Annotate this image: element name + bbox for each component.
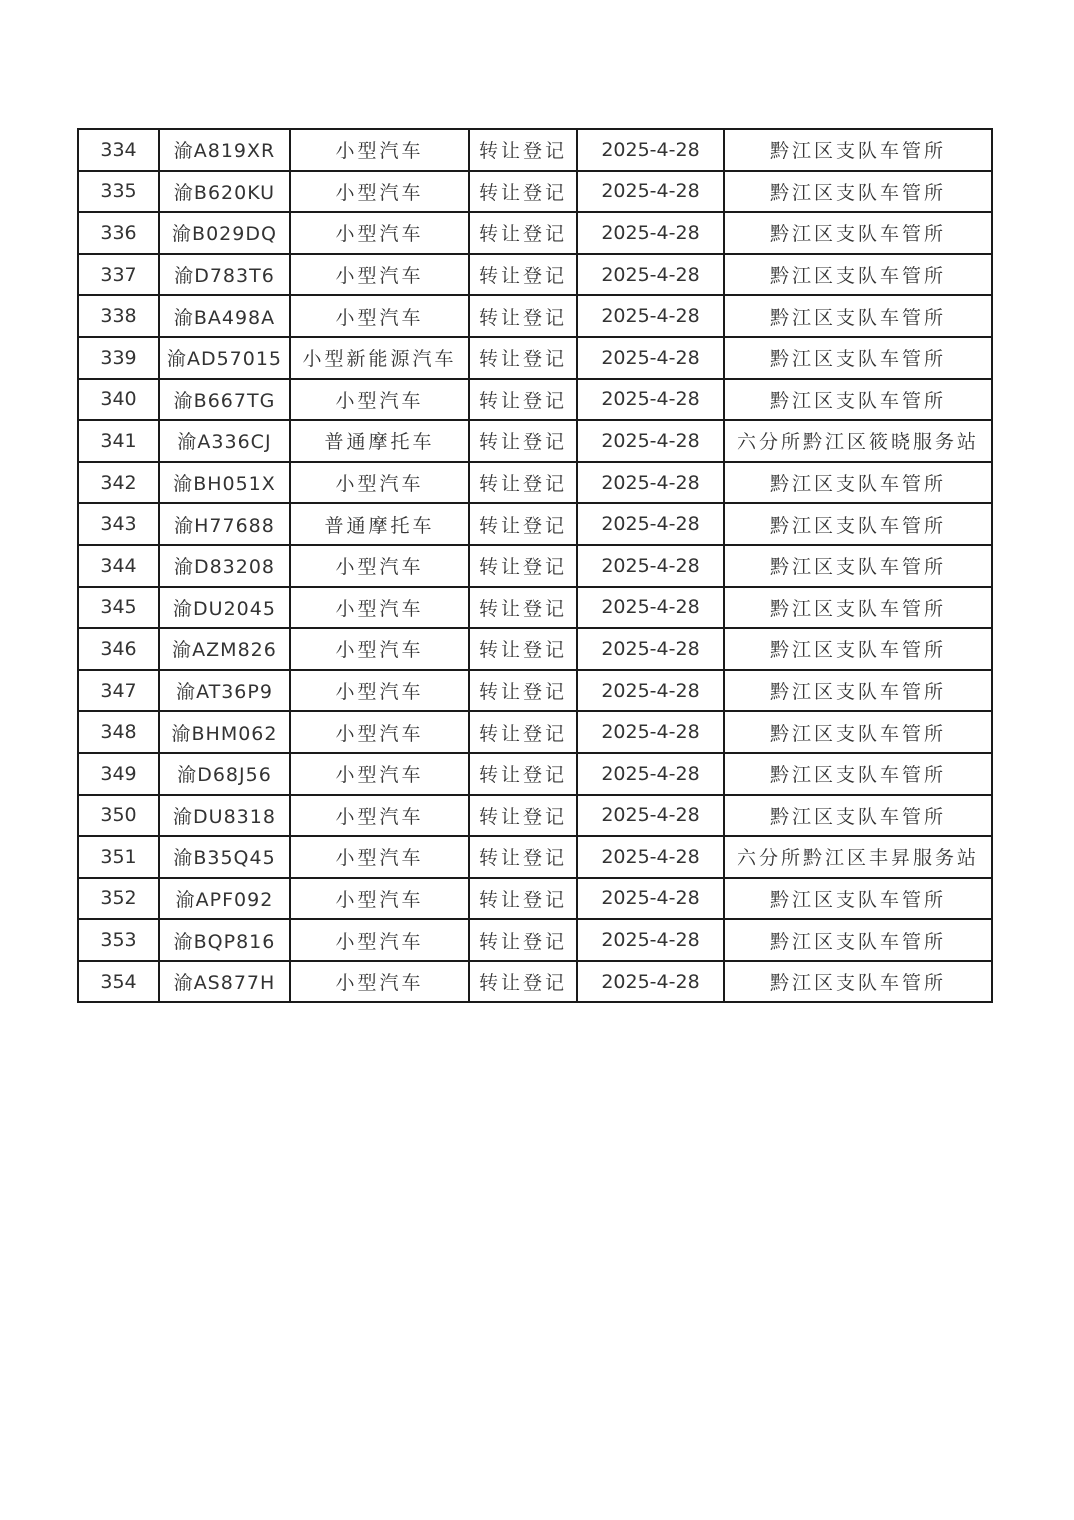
business-type-cell: 转让登记 — [469, 129, 577, 171]
row-number-cell: 339 — [78, 337, 159, 379]
vehicle-type-cell: 小型汽车 — [290, 878, 469, 920]
row-number-cell: 335 — [78, 171, 159, 213]
plate-number-cell: 渝A819XR — [159, 129, 290, 171]
vehicle-type-cell: 小型汽车 — [290, 212, 469, 254]
row-number-cell: 349 — [78, 753, 159, 795]
business-type-cell: 转让登记 — [469, 836, 577, 878]
business-type-cell: 转让登记 — [469, 545, 577, 587]
table-row — [78, 379, 992, 421]
plate-number-cell: 渝AS877H — [159, 961, 290, 1003]
plate-number-cell: 渝H77688 — [159, 503, 290, 545]
table-row — [78, 129, 992, 171]
office-cell: 黔江区支队车管所 — [724, 545, 992, 587]
vehicle-type-cell: 小型汽车 — [290, 961, 469, 1003]
plate-number-cell: 渝BH051X — [159, 462, 290, 504]
vehicle-type-cell: 小型汽车 — [290, 587, 469, 629]
plate-number-cell: 渝B620KU — [159, 171, 290, 213]
vehicle-type-cell: 小型汽车 — [290, 254, 469, 296]
date-cell: 2025-4-28 — [577, 337, 724, 379]
date-cell: 2025-4-28 — [577, 295, 724, 337]
business-type-cell: 转让登记 — [469, 462, 577, 504]
vehicle-type-cell: 小型汽车 — [290, 462, 469, 504]
vehicle-type-cell: 普通摩托车 — [290, 503, 469, 545]
date-cell: 2025-4-28 — [577, 503, 724, 545]
plate-number-cell: 渝B35Q45 — [159, 836, 290, 878]
business-type-cell: 转让登记 — [469, 670, 577, 712]
office-cell: 黔江区支队车管所 — [724, 587, 992, 629]
table-row — [78, 171, 992, 213]
table-row — [78, 878, 992, 920]
row-number-cell: 348 — [78, 711, 159, 753]
plate-number-cell: 渝APF092 — [159, 878, 290, 920]
row-number-cell: 342 — [78, 462, 159, 504]
vehicle-type-cell: 小型汽车 — [290, 379, 469, 421]
office-cell: 六分所黔江区筱晓服务站 — [724, 420, 992, 462]
row-number-cell: 352 — [78, 878, 159, 920]
row-number-cell: 354 — [78, 961, 159, 1003]
office-cell: 黔江区支队车管所 — [724, 129, 992, 171]
table-row — [78, 587, 992, 629]
date-cell: 2025-4-28 — [577, 545, 724, 587]
plate-number-cell: 渝AT36P9 — [159, 670, 290, 712]
vehicle-type-cell: 小型汽车 — [290, 670, 469, 712]
business-type-cell: 转让登记 — [469, 379, 577, 421]
office-cell: 黔江区支队车管所 — [724, 961, 992, 1003]
table-row — [78, 836, 992, 878]
table-row — [78, 295, 992, 337]
table-row — [78, 545, 992, 587]
table-row — [78, 503, 992, 545]
business-type-cell: 转让登记 — [469, 919, 577, 961]
business-type-cell: 转让登记 — [469, 212, 577, 254]
date-cell: 2025-4-28 — [577, 212, 724, 254]
row-number-cell: 338 — [78, 295, 159, 337]
vehicle-type-cell: 小型汽车 — [290, 919, 469, 961]
row-number-cell: 336 — [78, 212, 159, 254]
row-number-cell: 341 — [78, 420, 159, 462]
date-cell: 2025-4-28 — [577, 462, 724, 504]
office-cell: 黔江区支队车管所 — [724, 212, 992, 254]
row-number-cell: 351 — [78, 836, 159, 878]
business-type-cell: 转让登记 — [469, 254, 577, 296]
table-row — [78, 753, 992, 795]
office-cell: 黔江区支队车管所 — [724, 628, 992, 670]
business-type-cell: 转让登记 — [469, 878, 577, 920]
table-row — [78, 420, 992, 462]
row-number-cell: 345 — [78, 587, 159, 629]
vehicle-type-cell: 小型汽车 — [290, 753, 469, 795]
table-row — [78, 254, 992, 296]
table-body — [78, 129, 992, 1002]
date-cell: 2025-4-28 — [577, 795, 724, 837]
date-cell: 2025-4-28 — [577, 254, 724, 296]
office-cell: 黔江区支队车管所 — [724, 171, 992, 213]
date-cell: 2025-4-28 — [577, 420, 724, 462]
business-type-cell: 转让登记 — [469, 171, 577, 213]
plate-number-cell: 渝D783T6 — [159, 254, 290, 296]
business-type-cell: 转让登记 — [469, 711, 577, 753]
date-cell: 2025-4-28 — [577, 129, 724, 171]
table-row — [78, 711, 992, 753]
business-type-cell: 转让登记 — [469, 587, 577, 629]
date-cell: 2025-4-28 — [577, 379, 724, 421]
office-cell: 六分所黔江区丰昇服务站 — [724, 836, 992, 878]
date-cell: 2025-4-28 — [577, 836, 724, 878]
table-row — [78, 919, 992, 961]
table-row — [78, 337, 992, 379]
row-number-cell: 343 — [78, 503, 159, 545]
plate-number-cell: 渝BQP816 — [159, 919, 290, 961]
table-row — [78, 628, 992, 670]
date-cell: 2025-4-28 — [577, 961, 724, 1003]
table-row — [78, 462, 992, 504]
table-row — [78, 795, 992, 837]
plate-number-cell: 渝DU8318 — [159, 795, 290, 837]
office-cell: 黔江区支队车管所 — [724, 503, 992, 545]
plate-number-cell: 渝D68J56 — [159, 753, 290, 795]
table-row — [78, 961, 992, 1003]
row-number-cell: 340 — [78, 379, 159, 421]
office-cell: 黔江区支队车管所 — [724, 462, 992, 504]
date-cell: 2025-4-28 — [577, 919, 724, 961]
date-cell: 2025-4-28 — [577, 171, 724, 213]
vehicle-type-cell: 小型汽车 — [290, 295, 469, 337]
plate-number-cell: 渝A336CJ — [159, 420, 290, 462]
office-cell: 黔江区支队车管所 — [724, 295, 992, 337]
office-cell: 黔江区支队车管所 — [724, 795, 992, 837]
office-cell: 黔江区支队车管所 — [724, 337, 992, 379]
office-cell: 黔江区支队车管所 — [724, 670, 992, 712]
plate-number-cell: 渝AD57015 — [159, 337, 290, 379]
plate-number-cell: 渝BA498A — [159, 295, 290, 337]
business-type-cell: 转让登记 — [469, 753, 577, 795]
office-cell: 黔江区支队车管所 — [724, 919, 992, 961]
plate-number-cell: 渝B029DQ — [159, 212, 290, 254]
vehicle-transfer-table — [77, 128, 993, 1003]
office-cell: 黔江区支队车管所 — [724, 379, 992, 421]
vehicle-type-cell: 小型汽车 — [290, 711, 469, 753]
date-cell: 2025-4-28 — [577, 753, 724, 795]
date-cell: 2025-4-28 — [577, 587, 724, 629]
row-number-cell: 334 — [78, 129, 159, 171]
row-number-cell: 337 — [78, 254, 159, 296]
row-number-cell: 353 — [78, 919, 159, 961]
date-cell: 2025-4-28 — [577, 628, 724, 670]
business-type-cell: 转让登记 — [469, 295, 577, 337]
vehicle-type-cell: 小型汽车 — [290, 129, 469, 171]
vehicle-type-cell: 小型新能源汽车 — [290, 337, 469, 379]
row-number-cell: 346 — [78, 628, 159, 670]
plate-number-cell: 渝D83208 — [159, 545, 290, 587]
plate-number-cell: 渝DU2045 — [159, 587, 290, 629]
plate-number-cell: 渝AZM826 — [159, 628, 290, 670]
business-type-cell: 转让登记 — [469, 961, 577, 1003]
plate-number-cell: 渝BHM062 — [159, 711, 290, 753]
date-cell: 2025-4-28 — [577, 878, 724, 920]
vehicle-type-cell: 小型汽车 — [290, 628, 469, 670]
vehicle-type-cell: 小型汽车 — [290, 795, 469, 837]
row-number-cell: 344 — [78, 545, 159, 587]
date-cell: 2025-4-28 — [577, 711, 724, 753]
vehicle-type-cell: 普通摩托车 — [290, 420, 469, 462]
table-row — [78, 212, 992, 254]
office-cell: 黔江区支队车管所 — [724, 711, 992, 753]
vehicle-type-cell: 小型汽车 — [290, 545, 469, 587]
table-row — [78, 670, 992, 712]
business-type-cell: 转让登记 — [469, 420, 577, 462]
office-cell: 黔江区支队车管所 — [724, 878, 992, 920]
date-cell: 2025-4-28 — [577, 670, 724, 712]
business-type-cell: 转让登记 — [469, 337, 577, 379]
office-cell: 黔江区支队车管所 — [724, 753, 992, 795]
vehicle-type-cell: 小型汽车 — [290, 836, 469, 878]
business-type-cell: 转让登记 — [469, 503, 577, 545]
plate-number-cell: 渝B667TG — [159, 379, 290, 421]
row-number-cell: 347 — [78, 670, 159, 712]
vehicle-type-cell: 小型汽车 — [290, 171, 469, 213]
office-cell: 黔江区支队车管所 — [724, 254, 992, 296]
business-type-cell: 转让登记 — [469, 628, 577, 670]
business-type-cell: 转让登记 — [469, 795, 577, 837]
row-number-cell: 350 — [78, 795, 159, 837]
